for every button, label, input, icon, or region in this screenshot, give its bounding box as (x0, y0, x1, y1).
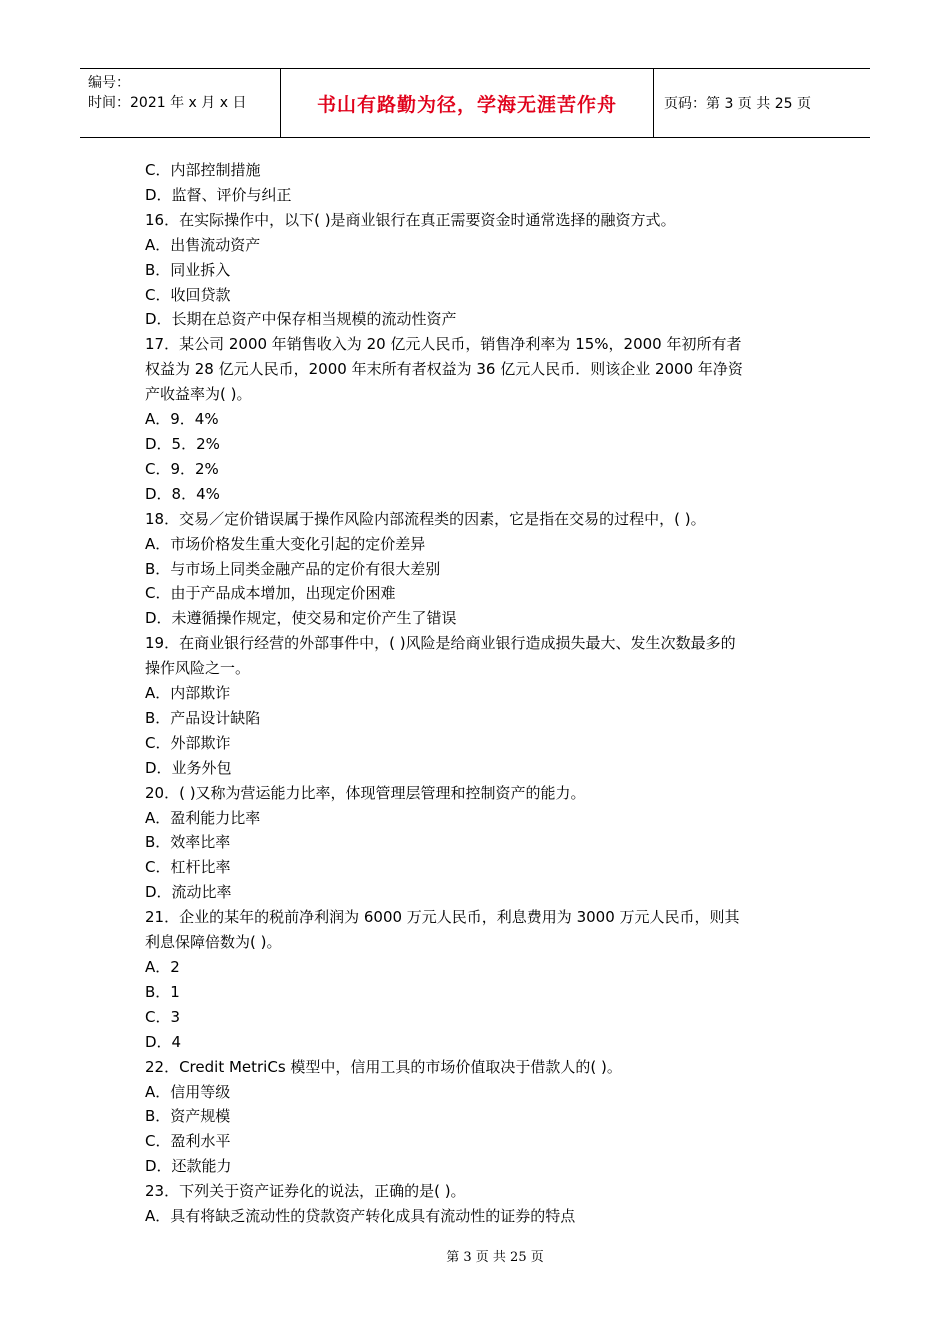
option-line: D．5．2% (145, 434, 220, 453)
option-line: C．收回贷款 (145, 285, 231, 304)
option-line: A．9．4% (145, 410, 219, 429)
page-header (80, 68, 870, 138)
option-line: B．资产规模 (145, 1107, 231, 1126)
option-line: C．9．2% (145, 459, 219, 478)
question-16: 16．在实际操作中，以下( )是商业银行在真正需要资金时通常选择的融资方式。 (145, 210, 676, 229)
text-line: D．监督、评价与纠正 (145, 185, 292, 204)
option-line: C．由于产品成本增加，出现定价困难 (145, 584, 396, 603)
option-line: D．4 (145, 1032, 182, 1051)
question-22: 22．Credit MetriCs 模型中，信用工具的市场价值取决于借款人的( )。 (145, 1057, 622, 1076)
question-23: 23．下列关于资产证券化的说法，正确的是( )。 (145, 1182, 466, 1201)
question-17: 17．某公司 2000 年销售收入为 20 亿元人民币，销售净利率为 15%，2000 年初所有者 (145, 335, 742, 354)
question-21-cont: 利息保障倍数为( )。 (145, 933, 282, 952)
option-line: A．出售流动资产 (145, 235, 261, 254)
header-meta (80, 69, 281, 137)
option-line: C．杠杆比率 (145, 858, 231, 877)
option-line: D．流动比率 (145, 883, 232, 902)
option-line: B．同业拆入 (145, 260, 231, 279)
text-line: C．内部控制措施 (145, 161, 261, 179)
page-footer: 第 3 页 共 25 页 (446, 1250, 544, 1265)
header-page-info: 页码：第 3 页 共 25 页 (664, 96, 811, 112)
document-date: 时间：2021 年 x 月 x 日 (88, 95, 247, 111)
option-line: C．盈利水平 (145, 1132, 231, 1151)
question-20: 20．( )又称为营运能力比率，体现管理层管理和控制资产的能力。 (145, 783, 586, 802)
question-17-cont: 产收益率为( )。 (145, 385, 252, 404)
option-line: D．未遵循操作规定，使交易和定价产生了错误 (145, 609, 457, 628)
option-line: A．2 (145, 958, 180, 976)
option-line: A．内部欺诈 (145, 684, 231, 703)
option-line: B．效率比率 (145, 833, 231, 852)
option-line: A．信用等级 (145, 1082, 231, 1101)
header-motto-cell (281, 69, 654, 137)
option-line: A．具有将缺乏流动性的贷款资产转化成具有流动性的证券的特点 (145, 1207, 576, 1226)
option-line: D．还款能力 (145, 1157, 232, 1176)
option-line: B．产品设计缺陷 (145, 708, 261, 727)
option-line: A．市场价格发生重大变化引起的定价差异 (145, 534, 426, 553)
option-line: B．1 (145, 982, 180, 1001)
question-19: 19．在商业银行经营的外部事件中，( )风险是给商业银行造成损失最大、发生次数最多的 (145, 634, 736, 653)
option-line: B．与市场上同类金融产品的定价有很大差别 (145, 559, 441, 578)
option-line: D．长期在总资产中保存相当规模的流动性资产 (145, 310, 457, 329)
question-18: 18．交易／定价错误属于操作风险内部流程类的因素，它是指在交易的过程中，( )。 (145, 509, 706, 528)
question-list (145, 158, 815, 1229)
option-line: C．外部欺诈 (145, 733, 231, 752)
header-motto: 书山有路勤为径，学海无涯苦作舟 (316, 93, 617, 116)
option-line: D．业务外包 (145, 758, 232, 777)
question-21: 21．企业的某年的税前净利润为 6000 万元人民币，利息费用为 3000 万元人民币，则其 (145, 908, 740, 927)
question-19-cont: 操作风险之一。 (145, 659, 251, 678)
option-line: A．盈利能力比率 (145, 808, 261, 827)
option-line: C．3 (145, 1007, 181, 1026)
question-17-cont: 权益为 28 亿元人民币，2000 年末所有者权益为 36 亿元人民币．则该企业 2000 年净资 (145, 360, 743, 379)
option-line: D．8．4% (145, 484, 220, 503)
document-number-label: 编号： (88, 75, 130, 91)
